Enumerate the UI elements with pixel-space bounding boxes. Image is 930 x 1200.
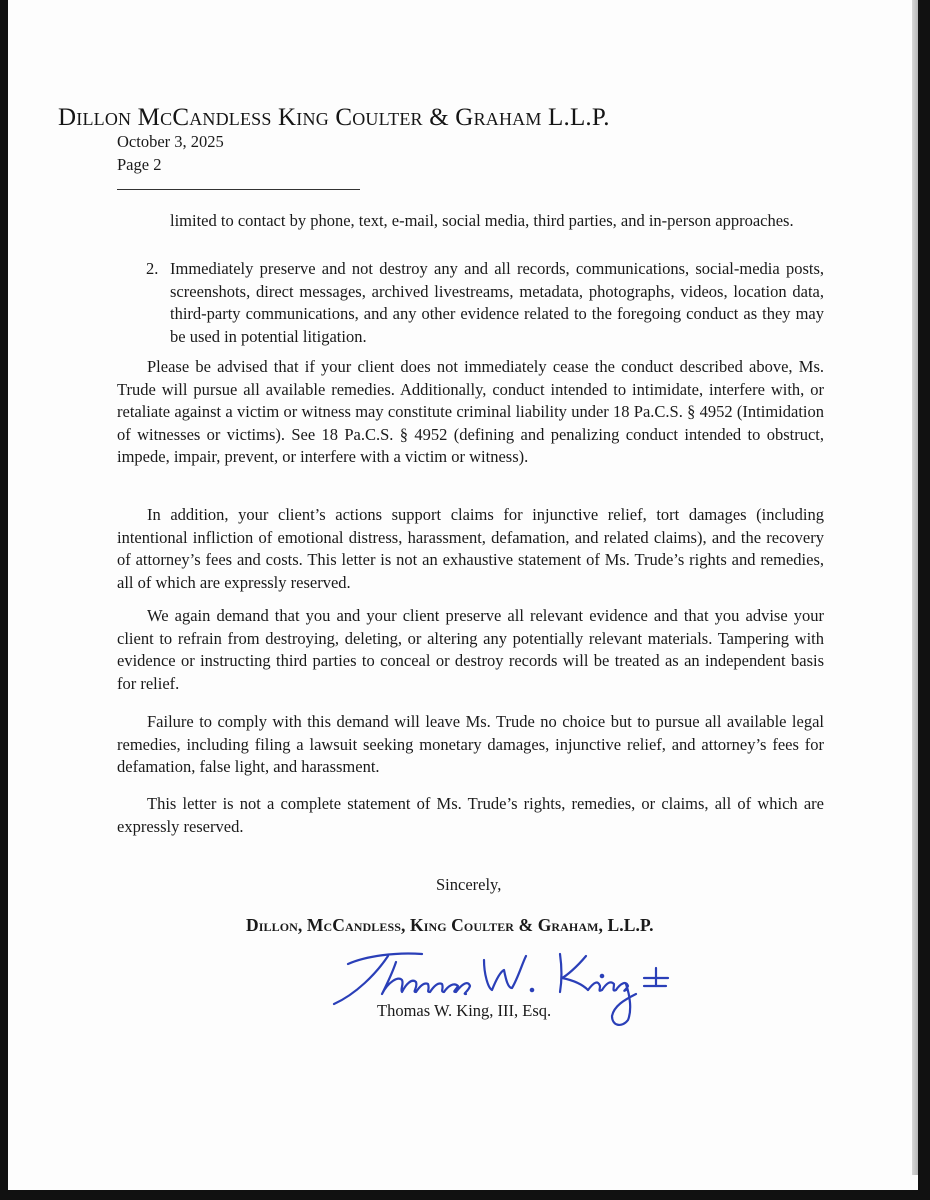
paragraph-reservation: This letter is not a complete statement of Ms. Trude’s rights, remedies, or claims, all of which are expressly reserved.: [117, 794, 824, 836]
paragraph-failure-to-comply: Failure to comply with this demand will leave Ms. Trude no choice but to pursue all available legal remedies, including filing a lawsuit seeking monetary damages, injunctive relief, and attorney’s fees for defamation, false light, and harassment.: [117, 712, 824, 776]
paragraph-preservation-demand: We again demand that you and your client preserve all relevant evidence and that you advise your client to refrain from destroying, deleting, or altering any potentially relevant materials. Tampering with evidence or instructing third parties to conceal or destroy records will be treated as an independent basis for relief.: [117, 606, 824, 693]
signer-name: Thomas W. King, III, Esq.: [377, 1001, 552, 1020]
list-item-continuation: limited to contact by phone, text, e-mail, social media, third parties, and in-person approaches.: [170, 211, 794, 230]
page-number: Page 2: [117, 155, 162, 174]
letter-date: October 3, 2025: [117, 132, 224, 151]
closing-salutation: Sincerely,: [436, 875, 502, 894]
signature-firm-name: Dillon, McCandless, King Coulter & Graham, L.L.P.: [246, 915, 654, 935]
paragraph-remedies: Please be advised that if your client does not immediately cease the conduct described above, Ms. Trude will pursue all available remedies. Additionally, conduct intended to intimidate, interfere with, or retaliate against a victim or witness may constitute criminal liability under 18 Pa.C.S. § 4952 (Intimidation of witnesses or victims). See 18 Pa.C.S. § 4952 (defining and penalizing conduct intended to obstruct, impede, impair, prevent, or interfere with a victim or witness).: [117, 357, 824, 466]
list-item-preserve-evidence: Immediately preserve and not destroy any and all records, communications, social-media posts, screenshots, direct messages, archived livestreams, metadata, photographs, videos, location data, third-party communications, and any other evidence related to the foregoing conduct as they may be used in potential litigation.: [170, 259, 824, 346]
firm-letterhead: Dillon McCandless King Coulter & Graham L.L.P.: [58, 104, 610, 131]
paragraph-claims: In addition, your client’s actions support claims for injunctive relief, tort damages (including intentional infliction of emotional distress, harassment, defamation, and related claims), and the recovery of attorney’s fees and costs. This letter is not an exhaustive statement of Ms. Trude’s rights and remedies, all of which are expressly reserved.: [117, 505, 824, 592]
page-edge-shadow: [912, 0, 918, 1175]
list-item-number: 2.: [146, 259, 159, 278]
letter-page: [8, 0, 918, 1190]
header-divider: [117, 189, 360, 190]
